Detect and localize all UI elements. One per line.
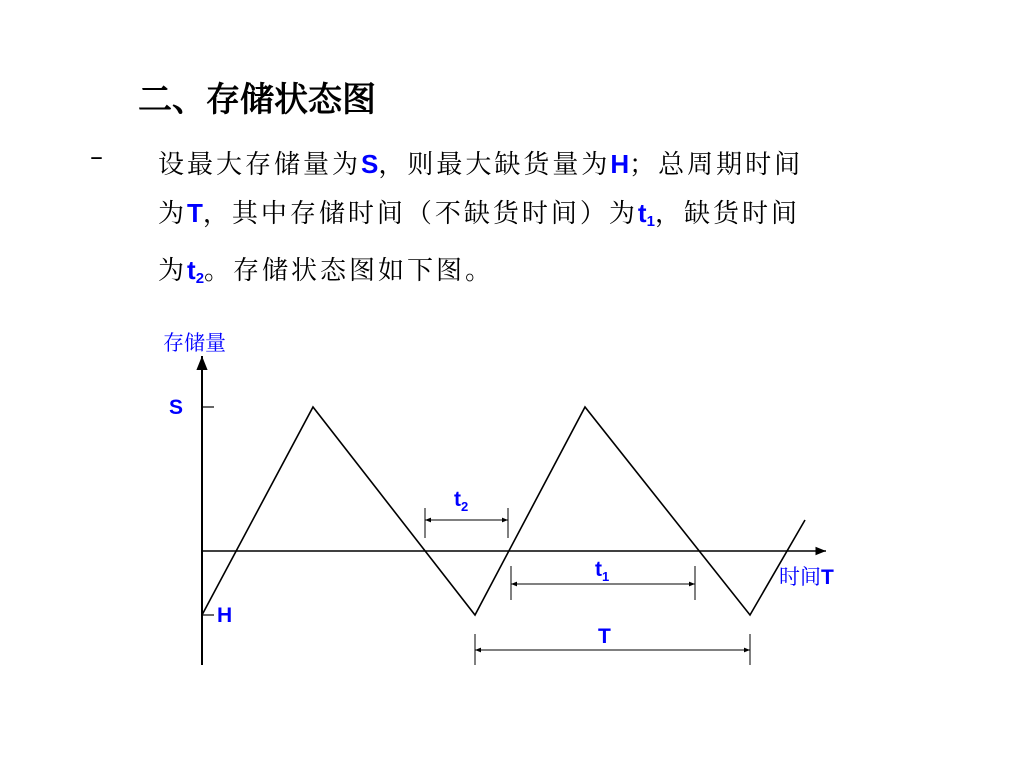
page-title: 二、存储状态图 [138,80,376,120]
t2-label-base: t [454,488,461,511]
t1-label [595,558,609,584]
max-shortage-label: H [217,604,233,627]
x-axis-label-var: T [821,566,834,589]
var-t1-subscript: 1 [646,213,655,230]
bullet-dash: – [90,142,103,172]
var-h: H [610,149,630,179]
text-segment: 设最大存储量为 [158,150,362,180]
text-segment: ；总周期时间 [629,150,804,180]
text-segment: 。存储状态图如下图。 [204,256,495,286]
max-stock-label: S [169,396,184,419]
text-segment: ，缺货时间 [654,199,800,229]
var-t2-subscript: 2 [195,270,205,287]
t1-label-base: t [595,558,602,581]
t2-label-subscript: 2 [461,499,469,514]
t1-label-subscript: 1 [602,569,610,584]
text-segment: 为 [158,199,188,229]
var-s: S [361,149,379,179]
t2-label [454,488,468,514]
x-axis-label [779,565,834,589]
period-label: T [598,625,611,648]
y-axis-label: 存储量 [163,331,226,355]
text-segment: ，其中存储时间（不缺货时间）为 [202,199,638,229]
text-segment: 为 [158,256,188,286]
inventory-curve [202,407,805,615]
x-axis-label-text: 时间 [779,565,821,589]
var-t1-base: t [637,198,647,228]
var-t2-base: t [187,255,196,285]
text-segment: ，则最大缺货量为 [378,150,611,180]
var-t: T [187,198,203,228]
